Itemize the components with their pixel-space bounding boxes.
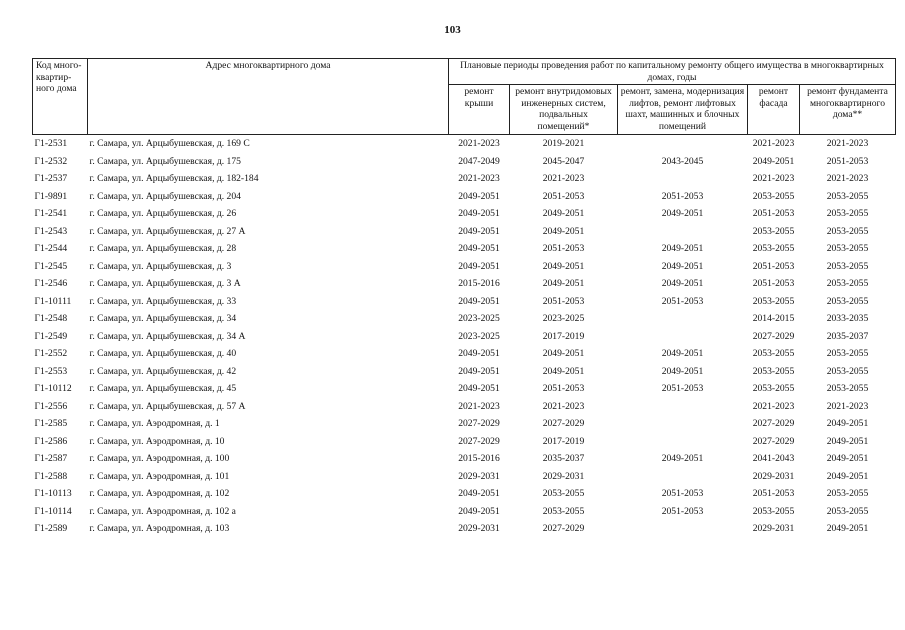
cell-roof: 2021-2023	[458, 173, 500, 185]
cell-engineering: 2049-2051	[542, 225, 585, 237]
cell-foundation: 2053-2055	[826, 190, 869, 202]
cell-elevators: 2049-2051	[661, 365, 704, 377]
cell-code: Г1-2548	[34, 313, 68, 325]
table-row	[33, 223, 896, 241]
cell-foundation: 2051-2053	[826, 155, 869, 167]
cell-elevators	[618, 468, 748, 486]
cell-elevators: 2049-2051	[661, 278, 704, 290]
cell-roof: 2049-2051	[458, 295, 500, 307]
cell-elevators: 2049-2051	[661, 243, 704, 255]
cell-address: г. Самара, ул. Арцыбушевская, д. 45	[89, 383, 237, 395]
cell-code: Г1-2531	[34, 138, 68, 150]
cell-code: Г1-2586	[34, 435, 68, 447]
cell-code: Г1-2541	[34, 208, 68, 220]
cell-engineering: 2029-2031	[542, 470, 585, 482]
cell-facade: 2053-2055	[752, 365, 795, 377]
cell-roof: 2049-2051	[458, 243, 500, 255]
cell-elevators: 2049-2051	[661, 348, 704, 360]
cell-elevators	[618, 134, 748, 153]
cell-foundation: 2053-2055	[826, 208, 869, 220]
cell-facade: 2021-2023	[752, 138, 795, 150]
table-row	[33, 171, 896, 189]
cell-roof: 2049-2051	[458, 225, 500, 237]
cell-elevators	[618, 398, 748, 416]
cell-roof: 2049-2051	[458, 190, 500, 202]
cell-foundation: 2053-2055	[826, 260, 869, 272]
table-header	[33, 59, 896, 135]
cell-elevators	[618, 433, 748, 451]
cell-engineering: 2051-2053	[542, 243, 585, 255]
cell-engineering: 2021-2023	[542, 400, 585, 412]
table-row	[33, 398, 896, 416]
cell-facade: 2027-2029	[752, 418, 795, 430]
cell-address: г. Самара, ул. Аэродромная, д. 10	[89, 435, 225, 447]
table-row	[33, 381, 896, 399]
cell-code: Г1-2552	[34, 348, 68, 360]
cell-code: Г1-2545	[34, 260, 68, 272]
table-row	[33, 451, 896, 469]
cell-roof: 2049-2051	[458, 260, 500, 272]
cell-address: г. Самара, ул. Арцыбушевская, д. 34 А	[89, 330, 246, 342]
cell-address: г. Самара, ул. Арцыбушевская, д. 175	[89, 155, 241, 167]
cell-foundation: 2049-2051	[826, 470, 869, 482]
cell-facade: 2021-2023	[752, 400, 795, 412]
cell-facade: 2027-2029	[752, 330, 795, 342]
cell-address: г. Самара, ул. Арцыбушевская, д. 42	[89, 365, 237, 377]
cell-code: Г1-2544	[34, 243, 68, 255]
cell-address: г. Самара, ул. Арцыбушевская, д. 57 А	[89, 400, 246, 412]
cell-roof: 2049-2051	[458, 505, 500, 517]
cell-engineering: 2049-2051	[542, 348, 585, 360]
cell-facade: 2029-2031	[752, 523, 795, 535]
cell-facade: 2014-2015	[752, 313, 795, 325]
header-row-top	[33, 59, 896, 85]
cell-engineering: 2049-2051	[542, 365, 585, 377]
cell-address: г. Самара, ул. Арцыбушевская, д. 34	[89, 313, 237, 325]
cell-engineering: 2035-2037	[542, 453, 585, 465]
cell-facade: 2053-2055	[752, 225, 795, 237]
cell-foundation: 2021-2023	[826, 138, 869, 150]
cell-facade: 2051-2053	[752, 488, 795, 500]
cell-facade: 2051-2053	[752, 260, 795, 272]
cell-roof: 2027-2029	[458, 418, 500, 430]
table-row	[33, 206, 896, 224]
cell-facade: 2049-2051	[752, 155, 795, 167]
cell-elevators: 2051-2053	[661, 295, 704, 307]
cell-roof: 2029-2031	[458, 470, 500, 482]
cell-elevators	[618, 171, 748, 189]
cell-engineering: 2027-2029	[542, 418, 585, 430]
cell-foundation: 2033-2035	[826, 313, 869, 325]
cell-elevators: 2051-2053	[661, 488, 704, 500]
cell-facade: 2053-2055	[752, 348, 795, 360]
table-row	[33, 486, 896, 504]
cell-code: Г1-2553	[34, 365, 68, 377]
cell-roof: 2049-2051	[458, 208, 500, 220]
table-row	[33, 433, 896, 451]
cell-elevators: 2049-2051	[661, 260, 704, 272]
cell-elevators	[618, 311, 748, 329]
cell-code: Г1-2587	[34, 453, 68, 465]
table-row	[33, 293, 896, 311]
cell-foundation: 2035-2037	[826, 330, 869, 342]
cell-engineering: 2021-2023	[542, 173, 585, 185]
cell-code: Г1-2556	[34, 400, 68, 412]
repair-schedule-table	[32, 58, 896, 538]
cell-address: г. Самара, ул. Арцыбушевская, д. 40	[89, 348, 237, 360]
cell-roof: 2049-2051	[458, 383, 500, 395]
cell-foundation: 2053-2055	[826, 278, 869, 290]
cell-foundation: 2021-2023	[826, 173, 869, 185]
table-body	[33, 134, 896, 538]
cell-roof: 2049-2051	[458, 348, 500, 360]
header-address: Адрес многоквартирного дома	[88, 59, 449, 135]
cell-roof: 2021-2023	[458, 400, 500, 412]
header-code: Код много-квартир-ного дома	[33, 59, 88, 135]
cell-code: Г1-2537	[34, 173, 68, 185]
table-row	[33, 416, 896, 434]
cell-address: г. Самара, ул. Арцыбушевская, д. 28	[89, 243, 237, 255]
cell-roof: 2023-2025	[458, 313, 500, 325]
cell-roof: 2049-2051	[458, 365, 500, 377]
cell-code: Г1-2546	[34, 278, 68, 290]
cell-address: г. Самара, ул. Аэродромная, д. 103	[89, 523, 230, 535]
cell-facade: 2041-2043	[752, 453, 795, 465]
cell-facade: 2051-2053	[752, 208, 795, 220]
table-row	[33, 328, 896, 346]
cell-roof: 2015-2016	[458, 278, 500, 290]
cell-foundation: 2053-2055	[826, 225, 869, 237]
cell-foundation: 2049-2051	[826, 523, 869, 535]
cell-elevators	[618, 416, 748, 434]
cell-engineering: 2049-2051	[542, 260, 585, 272]
table-row	[33, 134, 896, 153]
cell-address: г. Самара, ул. Аэродромная, д. 102	[89, 488, 230, 500]
header-periods-group: Плановые периоды проведения работ по капитальному ремонту общего имущества в многоквартирных домах, годы	[449, 59, 896, 85]
cell-engineering: 2051-2053	[542, 295, 585, 307]
header-facade: ремонт фасада	[748, 85, 800, 134]
cell-code: Г1-2549	[34, 330, 68, 342]
cell-code: Г1-9891	[34, 190, 68, 202]
cell-code: Г1-10113	[34, 488, 72, 500]
cell-address: г. Самара, ул. Арцыбушевская, д. 204	[89, 190, 241, 202]
cell-elevators	[618, 521, 748, 539]
cell-engineering: 2017-2019	[542, 330, 585, 342]
cell-facade: 2053-2055	[752, 295, 795, 307]
cell-engineering: 2053-2055	[542, 505, 585, 517]
cell-address: г. Самара, ул. Аэродромная, д. 102 а	[89, 505, 236, 517]
cell-elevators: 2043-2045	[661, 155, 704, 167]
table-row	[33, 346, 896, 364]
cell-code: Г1-2589	[34, 523, 68, 535]
cell-facade: 2021-2023	[752, 173, 795, 185]
header-roof: ремонт крыши	[449, 85, 510, 134]
cell-facade: 2027-2029	[752, 435, 795, 447]
cell-address: г. Самара, ул. Арцыбушевская, д. 182-184	[89, 173, 259, 185]
cell-code: Г1-2543	[34, 225, 68, 237]
table-row	[33, 521, 896, 539]
cell-foundation: 2049-2051	[826, 453, 869, 465]
cell-roof: 2029-2031	[458, 523, 500, 535]
cell-facade: 2053-2055	[752, 243, 795, 255]
cell-engineering: 2017-2019	[542, 435, 585, 447]
cell-code: Г1-2585	[34, 418, 68, 430]
cell-address: г. Самара, ул. Аэродромная, д. 101	[89, 470, 230, 482]
cell-address: г. Самара, ул. Арцыбушевская, д. 3 А	[89, 278, 241, 290]
cell-elevators: 2051-2053	[661, 190, 704, 202]
cell-address: г. Самара, ул. Арцыбушевская, д. 169 С	[89, 138, 250, 150]
table-row	[33, 468, 896, 486]
table-row	[33, 363, 896, 381]
cell-address: г. Самара, ул. Аэродромная, д. 1	[89, 418, 220, 430]
cell-code: Г1-2588	[34, 470, 68, 482]
cell-code: Г1-2532	[34, 155, 68, 167]
cell-address: г. Самара, ул. Арцыбушевская, д. 26	[89, 208, 237, 220]
table-row	[33, 276, 896, 294]
header-engineering: ремонт внутридомовых инженерных систем, подвальных помещений*	[510, 85, 618, 134]
cell-elevators: 2051-2053	[661, 505, 704, 517]
cell-elevators	[618, 223, 748, 241]
cell-facade: 2053-2055	[752, 505, 795, 517]
cell-foundation: 2053-2055	[826, 505, 869, 517]
cell-address: г. Самара, ул. Арцыбушевская, д. 33	[89, 295, 237, 307]
cell-foundation: 2049-2051	[826, 435, 869, 447]
cell-elevators: 2049-2051	[661, 208, 704, 220]
cell-engineering: 2051-2053	[542, 383, 585, 395]
cell-engineering: 2027-2029	[542, 523, 585, 535]
cell-foundation: 2053-2055	[826, 365, 869, 377]
table-row	[33, 258, 896, 276]
cell-foundation: 2021-2023	[826, 400, 869, 412]
cell-facade: 2029-2031	[752, 470, 795, 482]
cell-engineering: 2049-2051	[542, 278, 585, 290]
cell-roof: 2021-2023	[458, 138, 500, 150]
cell-address: г. Самара, ул. Арцыбушевская, д. 27 А	[89, 225, 246, 237]
cell-engineering: 2053-2055	[542, 488, 585, 500]
cell-engineering: 2049-2051	[542, 208, 585, 220]
cell-code: Г1-10112	[34, 383, 72, 395]
table-row	[33, 241, 896, 259]
cell-engineering: 2045-2047	[542, 155, 585, 167]
header-foundation: ремонт фундамента многоквартирного дома**	[800, 85, 896, 134]
page-number: 103	[444, 24, 461, 36]
cell-elevators	[618, 328, 748, 346]
cell-elevators: 2049-2051	[661, 453, 704, 465]
cell-address: г. Самара, ул. Арцыбушевская, д. 3	[89, 260, 232, 272]
cell-engineering: 2019-2021	[542, 138, 585, 150]
cell-foundation: 2053-2055	[826, 295, 869, 307]
cell-roof: 2047-2049	[458, 155, 500, 167]
header-elevators: ремонт, замена, модернизация лифтов, ремонт лифтовых шахт, машинных и блочных помещений	[618, 85, 748, 134]
cell-foundation: 2053-2055	[826, 488, 869, 500]
cell-facade: 2053-2055	[752, 190, 795, 202]
cell-foundation: 2053-2055	[826, 383, 869, 395]
cell-roof: 2023-2025	[458, 330, 500, 342]
cell-code: Г1-10114	[34, 505, 72, 517]
cell-code: Г1-10111	[34, 295, 72, 307]
cell-roof: 2049-2051	[458, 488, 500, 500]
table-row	[33, 153, 896, 171]
cell-address: г. Самара, ул. Аэродромная, д. 100	[89, 453, 230, 465]
cell-foundation: 2049-2051	[826, 418, 869, 430]
cell-elevators: 2051-2053	[661, 383, 704, 395]
cell-engineering: 2023-2025	[542, 313, 585, 325]
cell-engineering: 2051-2053	[542, 190, 585, 202]
table-row	[33, 188, 896, 206]
cell-foundation: 2053-2055	[826, 348, 869, 360]
cell-facade: 2053-2055	[752, 383, 795, 395]
table-row	[33, 311, 896, 329]
cell-roof: 2027-2029	[458, 435, 500, 447]
table-row	[33, 503, 896, 521]
cell-facade: 2051-2053	[752, 278, 795, 290]
cell-foundation: 2053-2055	[826, 243, 869, 255]
cell-roof: 2015-2016	[458, 453, 500, 465]
